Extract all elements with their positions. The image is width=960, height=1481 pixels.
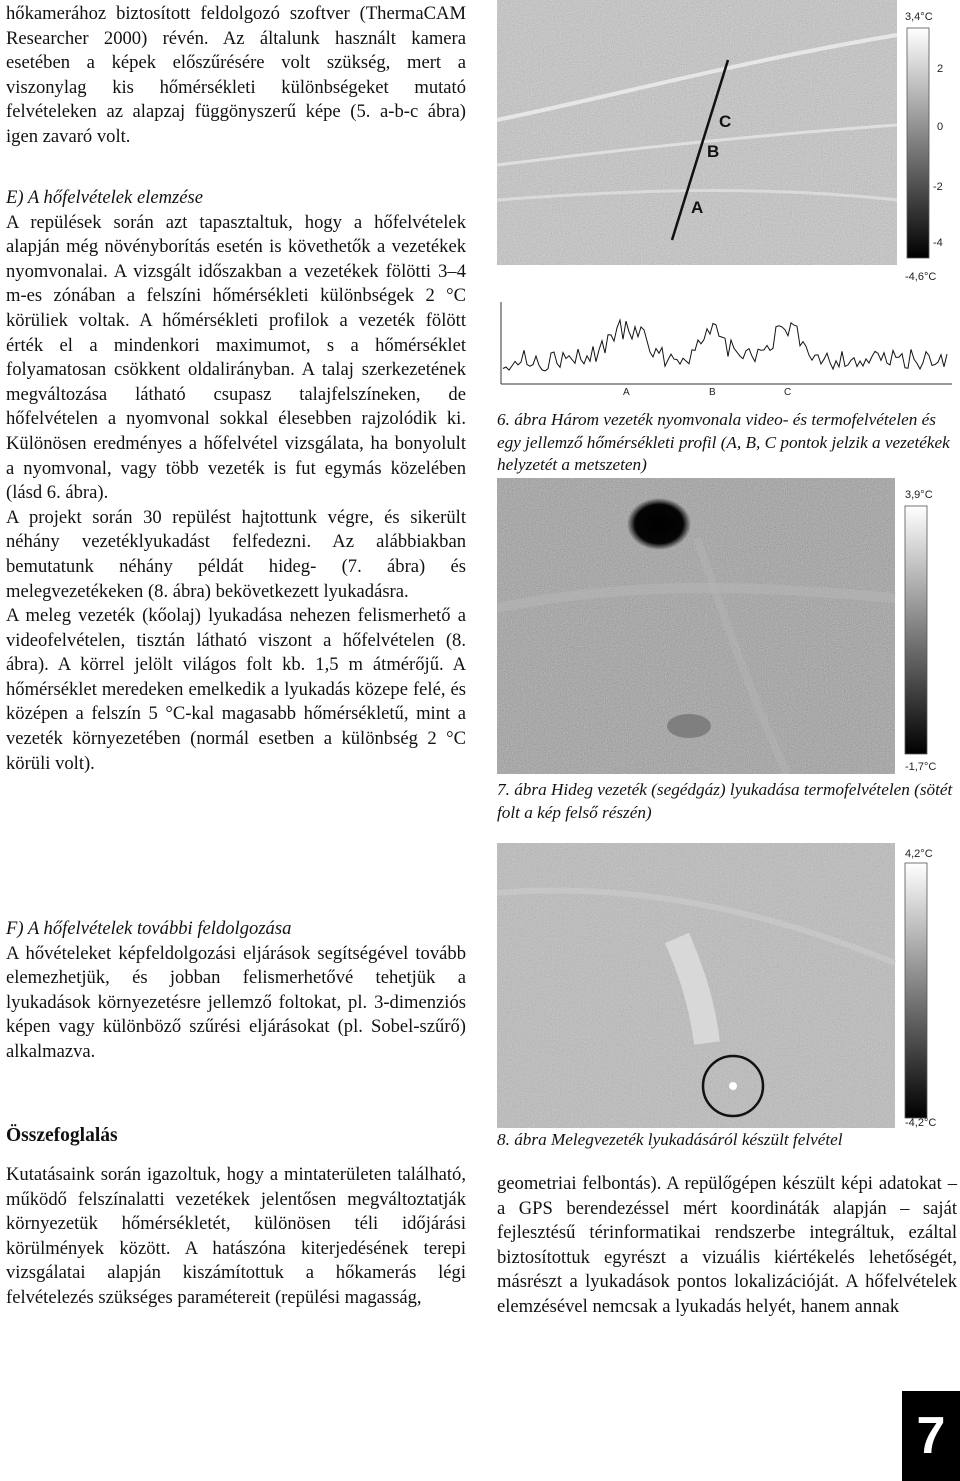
figure-7-thermal-svg	[497, 478, 957, 774]
section-f-paragraph: A hővételeket képfeldolgozási eljárások segítségével tovább elemezhetjük, és jobban felismerhetővé tehetjük a lyukadások környezetésre jellemző foltokat, pl. 3-dimenziós képen vagy különböző szűrési eljárásokat (pl. Sobel-szűrő) alkalmazva.	[6, 942, 466, 1062]
fig8-color-scale	[905, 863, 927, 1118]
profile-label-a: A	[623, 387, 630, 398]
figure-6-profile	[497, 298, 957, 398]
fig6-scale-min: -4,6°C	[905, 271, 937, 283]
fig6-scale-tick: -2	[933, 181, 943, 193]
summary-block	[6, 1163, 466, 1311]
fig6-color-scale	[907, 28, 929, 258]
figure-7-caption: 7. ábra Hideg vezeték (segédgáz) lyukadása termofelvételen (sötét folt a kép felső részén)	[497, 780, 953, 822]
section-e-paragraph-1: A repülések során azt tapasztaltuk, hogy a hőfelvételek alapján még növényborítás esetén is követhetők a vezetékek nyomvonalai. A vizsgált időszakban a vezetékek fölötti 3–4 m-es zónában a felszíni hőmérsékleti különbségek 2 °C körüliek voltak. A hőmérsékleti profilok a vezeték fölött érték el a mindenkori maximumot, s a hőmérséklet folyamatosan csökkent oldalirányban. A talaj szerkezetének megváltozása látható csupasz talajfelszíneken, de hőfelvételen a nyomvonal sokkal élesebben rajzolódik ki. Különösen eredményes a hőfelvétel vizsgálata, ha bonyolult a nyomvonal, vagy több vezeték is fut egymás közelében (lásd 6. ábra).	[6, 211, 466, 504]
temperature-profile-line	[503, 320, 947, 371]
intro-text	[6, 2, 466, 150]
fig8-scale-min: -4,2°C	[905, 1117, 937, 1128]
fig6-marker-c: C	[719, 112, 732, 131]
figure-8-thermal-image	[497, 843, 957, 1128]
figure-8-caption: 8. ábra Melegvezeték lyukadásáról készült felvétel	[497, 1130, 843, 1149]
right-closing-text	[497, 1172, 957, 1320]
section-e-paragraph-3: A meleg vezeték (kőolaj) lyukadása nehezen felismerhető a videofelvételen, tisztán látható viszont a hőfelvételen (8. ábra). A körrel jelölt világos folt kb. 1,5 m átmérőjű. A hőmérséklet meredeken emelkedik a lyukadás közepe felé, és középen a felszín 5 °C-kal magasabb hőmérsékletű, mint a vezeték környezetében (normál esetben a különbség 2 °C körüli volt).	[6, 605, 466, 774]
fig8-scale-max: 4,2°C	[905, 848, 933, 860]
profile-label-c: C	[784, 387, 792, 398]
figure-8-thermal-svg	[497, 843, 957, 1128]
profile-label-b: B	[709, 387, 716, 398]
figure-6-thermal-image	[497, 0, 957, 290]
leak-hot-spot	[729, 1082, 737, 1090]
figure-7-thermal-image	[497, 478, 957, 774]
fig6-scale-max: 3,4°C	[905, 11, 933, 23]
fig6-marker-a: A	[691, 198, 704, 217]
fig7-scale-min: -1,7°C	[905, 761, 937, 773]
fig6-scale-tick: 2	[937, 63, 944, 75]
figure-6-caption: 6. ábra Három vezeték nyomvonala video- és termofelvételen és egy jellemző hőmérsékleti profil (A, B, C pontok jelzik a vezetékek helyzetét a metszeten)	[497, 410, 950, 474]
fig7-scale-max: 3,9°C	[905, 489, 933, 501]
fig6-marker-b: B	[707, 142, 720, 161]
leak-dark-spot	[627, 498, 691, 550]
summary-heading-block	[6, 1124, 466, 1149]
right-closing-paragraph: geometriai felbontás). A repülőgépen készült képi adatokat – a GPS berendezéssel mért koordináták alapján – saját fejlesztésű térinformatikai rendszerbe integráltuk, ezáltal biztosítottuk egyrészt a vizuális kiértékelés lehetőségét, másrészt a lyukadások pontos lokalizációját. A hőfelvételek elemzésével nemcsak a lyukadás helyét, hanem annak	[497, 1173, 957, 1317]
summary-heading: Összefoglalás	[6, 1125, 118, 1146]
section-e	[6, 186, 466, 776]
section-e-heading: E) A hőfelvételek elemzése	[6, 187, 204, 208]
fig6-scale-tick: 0	[937, 121, 944, 133]
section-f-heading: F) A hőfelvételek további feldolgozása	[6, 918, 292, 939]
summary-paragraph: Kutatásaink során igazoltuk, hogy a mintaterületen található, működő felszínalatti vezetékek jelentősen megváltoztatják környezetük hőmérsékletét, különösen téli időjárási körülmények között. A hatászóna kiterjedésének terepi vizsgálatai alapján kiszámítottuk a hőkamerás légi felvételezés szükséges paramétereit (repülési magasság,	[6, 1164, 466, 1308]
fig7-color-scale	[905, 506, 927, 754]
intro-paragraph: hőkamerához biztosított feldolgozó szoftver (ThermaCAM Researcher 2000) révén. Az általunk használt kamera esetében a képek előszűrésére volt szükség, mert a viszonylag kis hőmérsékleti különbségeket mutató felvételeken az alapzaj függönyszerű képe (5. a-b-c ábra) igen zavaró volt.	[6, 3, 466, 147]
figure-6-profile-svg	[497, 298, 957, 398]
fig6-scale-tick: -4	[933, 237, 943, 249]
figure-6-thermal-svg	[497, 0, 957, 290]
page-number: 7	[902, 1391, 960, 1481]
section-f	[6, 917, 466, 1065]
section-e-paragraph-2: A projekt során 30 repülést hajtottunk végre, és sikerült néhány vezetéklyukadást felfedezni. Az alábbiakban bemutatunk néhány példát hideg- (7. ábra) és melegvezetékeken (8. ábra) bekövetkezett lyukadásra.	[6, 506, 466, 602]
